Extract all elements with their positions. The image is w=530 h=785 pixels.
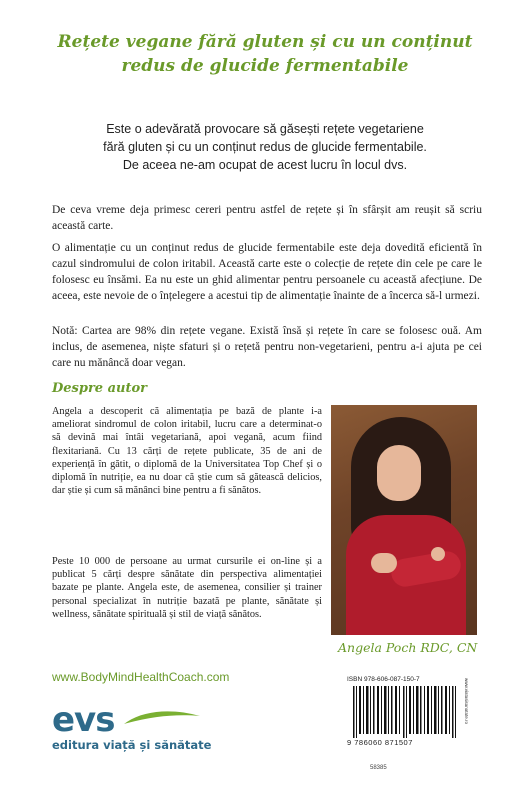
author-photo: [331, 405, 477, 635]
product-code: 58385: [370, 765, 387, 771]
publisher-logo: [52, 702, 282, 762]
intro-line-1: Este o adevărată provocare să găsești rețete vegetariene: [106, 122, 424, 136]
intro-blurb: [60, 120, 470, 174]
barcode-icon: [351, 686, 459, 738]
about-author-heading: Despre autor: [52, 381, 147, 396]
intro-line-2: fără gluten și cu un conținut redus de glucide fermentabile.: [103, 140, 427, 154]
isbn-digits: 9 786060 871507: [347, 738, 413, 747]
description-paragraph-2: O alimentație cu un conținut redus de glucide fermentabile este deja dovedită eficientă în cazul sindromului de colon iritabil. Această carte este o colecție de rețete din cele pe care le folosesc eu însămi. Ea nu este un ghid alimentar pentru persoanele cu această afecțiune. De aceea, este nevoie de o înțelegere a acestui tip de alimentație înainte de a încerca să-l urmezi.: [52, 242, 482, 302]
note-paragraph: Notă: Cartea are 98% din rețete vegane. Există însă și rețete în care se folosesc ouă. Am inclus, de asemenea, niște sfaturi și o rețetă pentru non-vegetarieni, pentru a-i ajuta pe cei care nu mănâncă doar vegan.: [52, 325, 482, 369]
publisher-name: editura viață și sănătate: [52, 738, 212, 752]
website-link[interactable]: www.BodyMindHealthCoach.com: [52, 670, 230, 684]
author-bio-paragraph-2: Peste 10 000 de persoane au urmat cursurile ei on-line și a publicat 5 cărți despre sănătate din perspectiva alimentației bazate pe plante. Angela este, de asemenea, consilier și trainer personal specializat în nutriție bazată pe plante, sănătate și wellness, sănătate spirituală și stil de viață sănătos.: [52, 556, 322, 620]
leaf-swoosh-icon: [122, 706, 202, 728]
intro-line-3: De aceea ne-am ocupat de acest lucru în locul dvs.: [122, 158, 408, 172]
author-bio-paragraph-1: Angela a descoperit că alimentația pe bază de plante i-a ameliorat sindromul de colon iritabil, lucru care a determinat-o să devină mai întâi vegetariană, apoi vegană, acum fiind flexitariană. Cu 13 cărți de rețete publicate, 35 de ani de experiență în gătit, o diplomă de la Universitatea Top Chef și o diplomă în nutriție, ea nu doar că știe cum să gătească delicios, dar știe și cum să mănânci bine pentru a fi sănătos.: [52, 406, 322, 497]
title-line-1: Rețete vegane fără gluten și cu un conținut: [57, 32, 473, 52]
description-paragraph-1: De ceva vreme deja primesc cereri pentru astfel de rețete și în sfârșit am reușit să scriu această carte.: [52, 204, 482, 232]
isbn-label: ISBN 978-606-087-150-7: [347, 676, 420, 683]
publisher-url-vertical: www.viatasisanatate.ro: [464, 678, 469, 725]
author-signature: Angela Poch RDC, CN: [338, 640, 478, 655]
title-line-2: redus de glucide fermentabile: [121, 56, 409, 76]
logo-mark: evs: [52, 700, 115, 740]
book-title: [40, 30, 490, 78]
barcode-block: [347, 676, 473, 756]
